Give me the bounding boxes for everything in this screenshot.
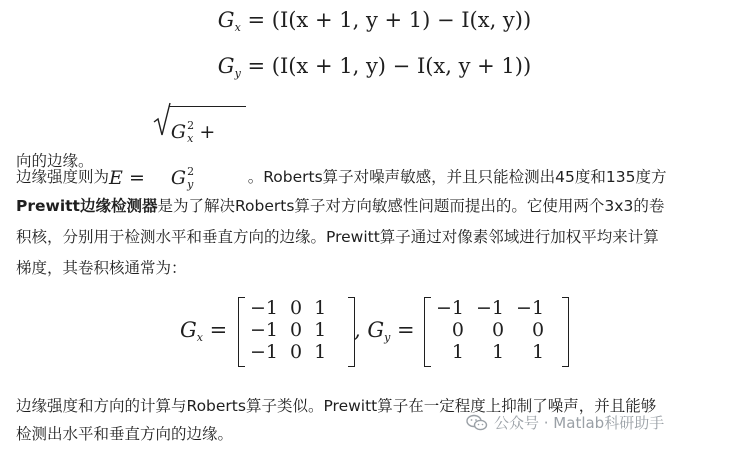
sqrt-expression: $G^2_x + G^2_y$ bbox=[153, 106, 246, 201]
gy-right-bracket bbox=[562, 297, 569, 367]
p2-line2: 积核，分别用于检测水平和垂直方向的边缘。Prewitt算子通过对像素邻域进行加权平均来计算 bbox=[16, 228, 659, 246]
gx-rhs: = (I(x + 1, y + 1) − I(x, y)) bbox=[247, 8, 532, 32]
p2-line3: 梯度，其卷积核通常为： bbox=[16, 259, 187, 277]
math-E: E bbox=[109, 167, 123, 189]
gy-matrix bbox=[424, 297, 550, 367]
paragraph-prewitt-line3 bbox=[16, 252, 738, 285]
p3-line2: 检测出水平和垂直方向的边缘。 bbox=[16, 425, 234, 443]
p1-prefix: 边缘强度则为 bbox=[16, 168, 110, 186]
paragraph-prewitt-line2 bbox=[16, 221, 738, 254]
gy-matrix-table: −1 −1 −1 0 0 0 1 1 1 bbox=[436, 297, 545, 363]
paragraph-prewitt bbox=[16, 190, 738, 223]
gy-left-bracket bbox=[424, 297, 431, 367]
gx-matrix bbox=[238, 297, 332, 367]
p2-text1: 是为了解决Roberts算子对方向敏感性问题而提出的。它使用两个3x3的卷 bbox=[157, 197, 665, 215]
prewitt-kernels bbox=[0, 297, 749, 367]
gx-matrix-label: $G_x$ = bbox=[180, 318, 228, 344]
gy-lhs-sub: y bbox=[234, 67, 241, 80]
wechat-icon bbox=[466, 414, 488, 432]
gx-left-bracket bbox=[238, 297, 245, 367]
equation-gy bbox=[0, 52, 749, 88]
math-eq: = bbox=[128, 167, 145, 189]
gy-rhs: = (I(x + 1, y) − I(x, y + 1)) bbox=[247, 54, 532, 78]
gy-lhs: G bbox=[217, 54, 235, 78]
p1-suffix: 。Roberts算子对噪声敏感，并且只能检测出45度和135度方 bbox=[247, 168, 667, 186]
watermark-text: 公众号 · Matlab科研助手 bbox=[494, 414, 665, 432]
gx-lhs: G bbox=[217, 8, 235, 32]
gx-lhs-sub: x bbox=[234, 21, 241, 34]
p3-line1: 边缘强度和方向的计算与Roberts算子类似。Prewitt算子在一定程度上抑制了噪声，并且能够 bbox=[16, 397, 657, 415]
watermark bbox=[466, 412, 664, 433]
p1-line2: 向的边缘。 bbox=[16, 152, 94, 170]
paragraph-edge-strength-line2 bbox=[16, 145, 738, 178]
gy-matrix-label: , $G_y$ = bbox=[354, 318, 415, 344]
equation-gx bbox=[0, 6, 749, 42]
prewitt-heading: Prewitt边缘检测器 bbox=[16, 197, 158, 215]
gx-matrix-table: −1 0 1 −1 0 1 −1 0 1 bbox=[250, 297, 327, 363]
